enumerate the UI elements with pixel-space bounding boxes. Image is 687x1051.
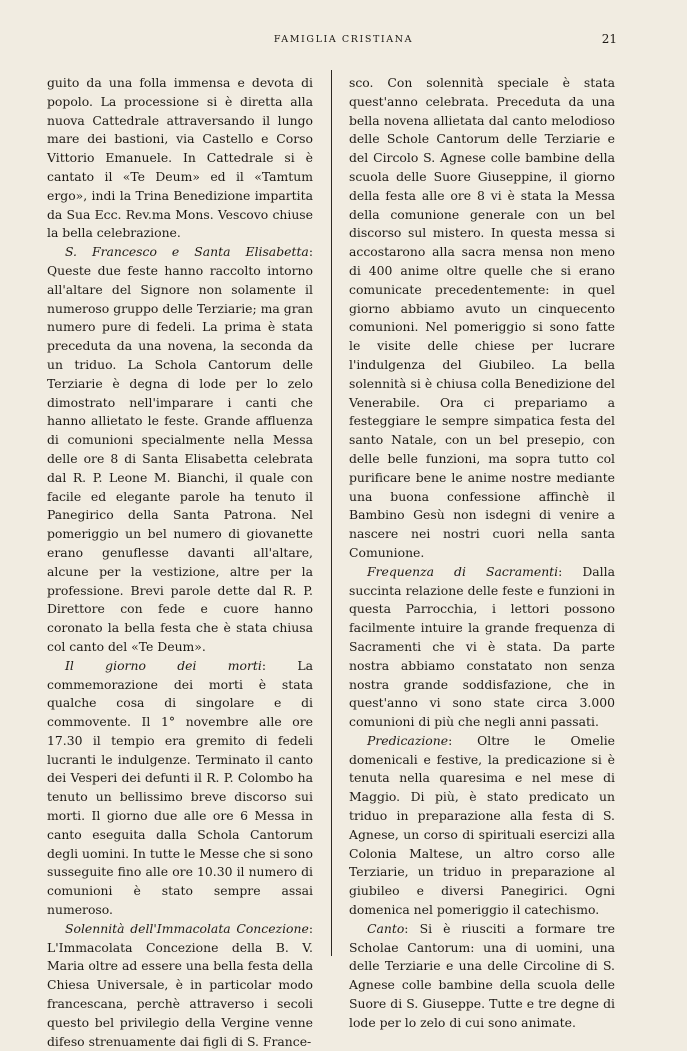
paragraph-text: : Si è riusciti a formare tre Scholae Cantorum: una di uomini, una delle Terziarie e una delle Circoline di S. Agnese colle bambine della scuola delle Suore di S. Giuseppe. Tutte e tre degne di lode per lo zelo di cui sono animate. — [349, 920, 615, 1030]
column-divider — [331, 70, 332, 956]
paragraph-text: sco. Con solennità speciale è stata quest'anno celebrata. Preceduta da una bella novena allietata dal canto melodioso delle Schole Cantorum delle Terziarie e del Circolo S. Agnese colle bambine della scuola delle Suore Giuseppine, il giorno della festa alle ore 8 vi è stata la Messa della comunione generale con un bel discorso sul mistero. In questa messa si accostarono alla sacra mensa non meno di 400 anime oltre quelle che si erano comunicate precedentemente: in quel giorno abbiamo avuto un cinquecento comunioni. Nel pomeriggio si sono fatte le visite delle chiese per lucrare l'indulgenza del Giubileo. La bella solennità si è chiusa colla Benedizione del Venerabile. Ora ci prepariamo a festeggiare le sempre simpatica festa del santo Natale, con un bel presepio, con delle belle funzioni, ma sopra tutto col purificare bene le anime nostre mediante una buona confessione affinchè il Bambino Gesù non isdegni di venire a nascere nei nostri cuori nella santa Comunione. — [349, 75, 615, 560]
right-column — [349, 74, 615, 1033]
paragraph-heading: Il giorno dei morti — [65, 657, 262, 673]
paragraph-text: : Queste due feste hanno raccolto intorno all'altare del Signore non solamente il numeroso gruppo delle Terziarie; ma gran numero pure di fedeli. La prima è stata preceduta da una novena, la seconda da un triduo. La Schola Cantorum delle Terziarie è degna di lode per lo zelo dimostrato nell'imparare i canti che hanno allietato le feste. Grande affluenza di comunioni specialmente nella Messa delle ore 8 di Santa Elisabetta celebrata dal R. P. Leone M. Bianchi, il quale con facile ed elegante parole ha tenuto il Panegirico della Santa Patrona. Nel pomeriggio un bel numero di giovanette erano genuflesse davanti all'altare, alcune per la vestizione, altre per la professione. Brevi parole dette dal R. P. Direttore con fede e cuore hanno coronato la bella festa che è stata chiusa col canto del «Te Deum». — [47, 244, 313, 654]
paragraph — [47, 74, 313, 243]
paragraph-text: : Oltre le Omelie domenicali e festive, la predicazione si è tenuta nella quaresima e nel mese di Maggio. Di più, è stato predicato un triduo in preparazione alla festa di S. Agnese, un corso di spirituali esercizi alla Colonia Maltese, un altro corso alle Terziarie, un triduo in preparazione al giubileo e diversi Panegirici. Ogni domenica nel pomeriggio il catechismo. — [349, 732, 615, 918]
paragraph-heading: S. Francesco e Santa Elisabetta — [65, 244, 309, 260]
paragraph-heading: Canto — [367, 920, 405, 936]
paragraph-text: : La commemorazione dei morti è stata qualche cosa di singolare e di commovente. Il 1° novembre alle ore 17.30 il tempio era gremito di fedeli lucranti le indulgenze. Terminato il canto dei Vesperi dei defunti il R. P. Colombo ha tenuto un bellissimo breve discorso sui morti. Il giorno due alle ore 6 Messa in canto eseguita dalla Schola Cantorum degli uomini. In tutte le Messe che si sono susseguite fino alle ore 10.30 il numero di comunioni è stato sempre assai numeroso. — [47, 657, 313, 918]
magazine-title: FAMIGLIA CRISTIANA — [273, 34, 414, 45]
paragraph — [47, 920, 313, 1051]
paragraph-text: : Dalla succinta relazione delle feste e funzioni in questa Parrocchia, i lettori possono facilmente intuire la grande frequenza di Sacramenti che vi è stata. Da parte nostra abbiamo constatato non senza nostra grande soddisfazione, che in quest'anno vi sono state circa 3.000 comunioni di più che negli anni passati. — [349, 563, 615, 730]
paragraph — [349, 732, 615, 920]
paragraph-heading: Solennità dell'Immacolata Concezione — [65, 920, 309, 936]
paragraph — [349, 563, 615, 732]
paragraph — [349, 920, 615, 1033]
paragraph-text: : L'Immacolata Concezione della B. V. Maria oltre ad essere una bella festa della Chiesa Universale, è in particolar modo francescana, perchè attraverso i secoli questo bel privilegio della Vergine venne difeso strenuamente dai figli di S. France- — [47, 920, 313, 1049]
paragraph-heading: Predicazione — [367, 732, 449, 748]
paragraph — [47, 657, 313, 920]
left-column — [47, 74, 313, 1051]
paragraph — [47, 243, 313, 657]
paragraph-text: guito da una folla immensa e devota di popolo. La processione si è diretta alla nuova Cattedrale attraversando il lungo mare dei bastioni, via Castello e Corso Vittorio Emanuele. In Cattedrale si è cantato il «Te Deum» ed il «Tamtum ergo», indi la Trina Benedizione impartita da Sua Ecc. Rev.ma Mons. Vescovo chiuse la bella celebrazione. — [47, 75, 313, 241]
paragraph-heading: Frequenza di Sacramenti — [367, 563, 559, 579]
paragraph — [349, 74, 615, 563]
running-header — [0, 34, 687, 52]
page-number: 21 — [601, 32, 617, 46]
